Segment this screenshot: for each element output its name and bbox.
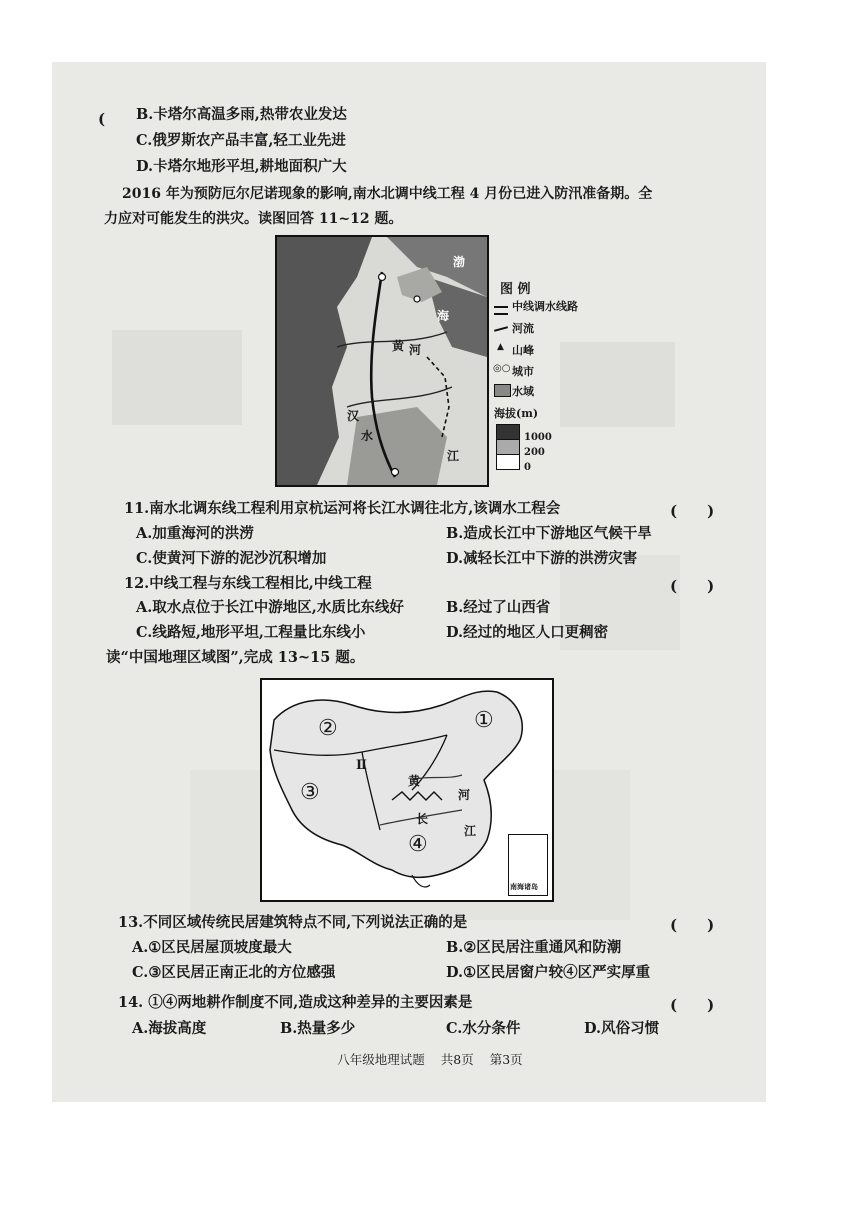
legend-elev-high-swatch [496, 424, 520, 440]
q11-option-a: A.加重海河的洪涝 [136, 525, 254, 542]
map2-label-he: 河 [458, 788, 471, 802]
water-diversion-map [275, 235, 489, 487]
q11-option-d: D.减轻长江中下游的洪涝灾害 [446, 550, 638, 567]
china-regions-map [260, 678, 554, 902]
q13-option-d: D.①区民居窗户较④区严实厚重 [446, 964, 651, 981]
map1-label-hai: 海 [437, 309, 450, 323]
bleed-through-photo-left [112, 330, 242, 425]
map2-label-jiang: 江 [464, 824, 477, 838]
map2-label-huang: 黄 [408, 774, 421, 788]
region-3-label: ③ [300, 780, 320, 805]
map1-label-shui: 水 [361, 429, 374, 443]
q14-option-a: A.海拔高度 [132, 1020, 207, 1037]
q14-option-b: B.热量多少 [280, 1020, 356, 1037]
q12-option-b: B.经过了山西省 [446, 599, 551, 616]
q12-option-d: D.经过的地区人口更稠密 [446, 624, 609, 641]
q13-option-a: A.①区民居屋顶坡度最大 [132, 939, 292, 956]
map1-label-jiang: 江 [447, 449, 460, 463]
q12-option-c: C.线路短,地形平坦,工程量比东线小 [136, 624, 366, 641]
q14-stem: 14. ①④两地耕作制度不同,造成这种差异的主要因素是 [118, 994, 473, 1011]
map2-roman-two: Ⅱ [356, 758, 367, 773]
page-footer [0, 1050, 860, 1068]
q11-option-c: C.使黄河下游的泥沙沉积增加 [136, 550, 327, 567]
q12-answer-paren[interactable]: ( ) [670, 577, 715, 595]
region-2-label: ② [318, 716, 338, 741]
q13-option-c: C.③区民居正南正北的方位感强 [132, 964, 336, 981]
legend-water-swatch [494, 384, 511, 397]
intro-11-12-line2: 力应对可能发生的洪灾。读图回答 11~12 题。 [104, 211, 403, 227]
map1-label-han: 汉 [347, 409, 360, 423]
legend-city-label: 城市 [512, 365, 534, 378]
legend-elev-1000: 1000 [524, 432, 552, 443]
q13-option-b: B.②区民居注重通风和防潮 [446, 939, 622, 956]
map1-label-bo: 渤 [453, 255, 466, 269]
legend-peak-icon: ▲ [497, 342, 504, 352]
map2-label-chang: 长 [416, 812, 429, 826]
legend-elevation-label: 海拔(m) [494, 407, 539, 420]
south-china-sea-inset [508, 834, 548, 896]
option-c-russia: C.俄罗斯农产品丰富,轻工业先进 [136, 132, 346, 149]
region-1-label: ① [474, 708, 494, 733]
legend-elev-mid-swatch [496, 439, 520, 455]
q13-answer-paren[interactable]: ( ) [670, 916, 715, 934]
legend-water-label: 水域 [512, 385, 534, 398]
bleed-through-photo-right [560, 342, 675, 427]
left-margin-paren: ( [98, 110, 106, 128]
legend-city-icon: ◎○ [493, 363, 511, 374]
footer-page-number: 第3页 [489, 1052, 523, 1067]
intro-11-12-line1: 2016 年为预防厄尔尼诺现象的影响,南水北调中线工程 4 月份已进入防汛准备期。全 [122, 186, 653, 202]
q11-option-b: B.造成长江中下游地区气候干旱 [446, 525, 652, 542]
map1-label-huang: 黄 [392, 339, 405, 353]
legend-elev-0: 0 [524, 462, 531, 473]
q11-answer-paren[interactable]: ( ) [670, 502, 715, 520]
q14-option-d: D.风俗习惯 [584, 1020, 660, 1037]
option-b-qatar: B.卡塔尔高温多雨,热带农业发达 [136, 106, 347, 123]
q12-option-a: A.取水点位于长江中游地区,水质比东线好 [136, 599, 404, 616]
legend-elev-low-swatch [496, 454, 520, 470]
map1-legend-title: 图 例 [500, 282, 531, 297]
legend-route-symbol [494, 306, 508, 315]
intro-13-15: 读“中国地理区域图”,完成 13~15 题。 [106, 649, 365, 666]
q12-stem: 12.中线工程与东线工程相比,中线工程 [124, 575, 372, 592]
inset-label: 南海诸岛 [510, 882, 538, 891]
q13-stem: 13.不同区域传统民居建筑特点不同,下列说法正确的是 [118, 914, 468, 931]
legend-peak-label: 山峰 [512, 344, 534, 357]
q14-answer-paren[interactable]: ( ) [670, 996, 715, 1014]
legend-river-label: 河流 [512, 322, 534, 335]
footer-total-pages: 共8页 [440, 1052, 474, 1067]
footer-title: 八年级地理试题 [337, 1052, 425, 1067]
option-d-qatar: D.卡塔尔地形平坦,耕地面积广大 [136, 158, 347, 175]
map1-label-he: 河 [409, 343, 422, 357]
q11-stem: 11.南水北调东线工程利用京杭运河将长江水调往北方,该调水工程会 [124, 500, 561, 517]
region-4-label: ④ [408, 832, 428, 857]
legend-route-label: 中线调水线路 [512, 300, 578, 313]
legend-elev-200: 200 [524, 447, 545, 458]
q14-option-c: C.水分条件 [446, 1020, 521, 1037]
